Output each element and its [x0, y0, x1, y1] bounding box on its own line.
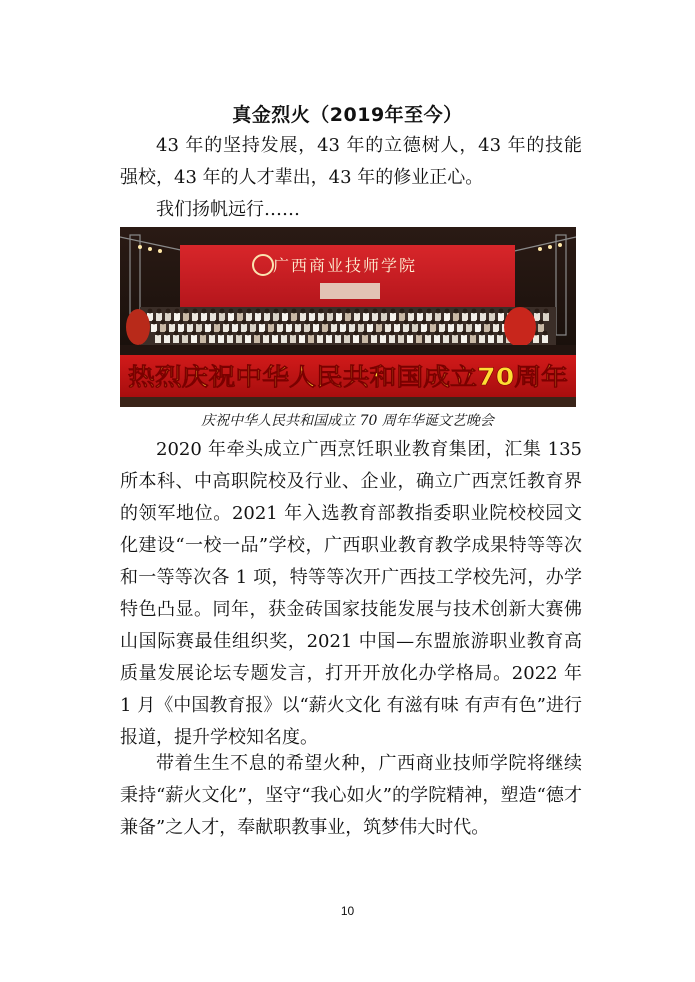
paragraph-intro: 43 年的坚持发展，43 年的立德树人，43 年的技能强校，43 年的人才辈出，43 年的修业正心。	[120, 135, 582, 188]
photo-caption: 庆祝中华人民共和国成立 70 周年华诞文艺晚会	[201, 413, 494, 429]
backdrop-text: 广西商业技师学院	[272, 256, 418, 275]
banner-text: 热烈庆祝中华人民共和国成立70周年	[128, 363, 568, 391]
section-title: 真金烈火（2019年至今）	[232, 104, 463, 126]
performance-photo	[120, 227, 576, 407]
paragraph-sailing: 我们扬帆远行……	[156, 199, 300, 220]
page-number: 10	[340, 904, 355, 918]
paragraph-achievements: 2020 年牵头成立广西烹饪职业教育集团，汇集 135 所本科、中高职院校及行业、企业，确立广西烹饪教育界的领军地位。2021 年入选教育部教指委职业院校校园文化建设“一校一品”学校，广西职业教育教学成果特等等次和一等等次各 1 项，特等等次开广西技工学校先河，办学特色凸显。同年，获金砖国家技能发展与技术创新大赛佛山国际赛最佳组织奖，2021 中国—东盟旅游职业教育高质量发展论坛专题发言，打开开放化办学格局。2022 年 1 月《中国教育报》以“薪火文化 有滋有味 有声有色”进行报道，提升学校知名度。	[120, 439, 582, 748]
paragraph-closing: 带着生生不息的希望火种，广西商业技师学院将继续秉持“薪火文化”，坚守“我心如火”的学院精神，塑造“德才兼备”之人才，奉献职教事业，筑梦伟大时代。	[120, 753, 582, 838]
